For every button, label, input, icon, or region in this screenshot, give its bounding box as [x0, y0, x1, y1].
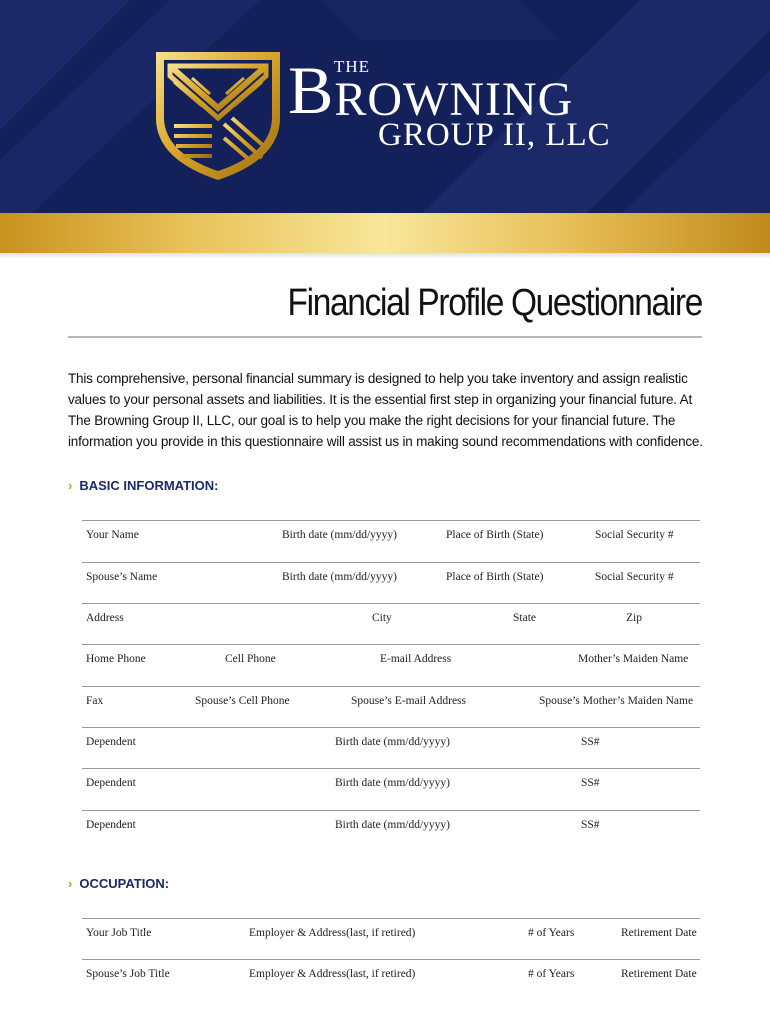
intro-paragraph	[68, 368, 708, 452]
field-label: Your Job Title	[86, 927, 152, 939]
field-label: Birth date (mm/dd/yyyy)	[335, 819, 450, 831]
field-label: Dependent	[86, 819, 136, 831]
form-row-your-name[interactable]	[82, 520, 700, 560]
field-label: Birth date (mm/dd/yyyy)	[335, 736, 450, 748]
field-label: # of Years	[528, 927, 575, 939]
form-row-dependent[interactable]	[82, 727, 700, 767]
form-row-address[interactable]	[82, 603, 700, 643]
chevron-right-icon: ›	[68, 876, 73, 891]
field-label: Dependent	[86, 736, 136, 748]
brand-name: BROWNING	[288, 52, 574, 128]
form-row-home-phone[interactable]	[82, 644, 700, 684]
field-label: Dependent	[86, 777, 136, 789]
field-label: SS#	[581, 819, 600, 831]
field-label: Spouse’s Job Title	[86, 968, 170, 980]
field-label: Place of Birth (State)	[446, 571, 544, 583]
form-row-dependent[interactable]	[82, 810, 700, 850]
shield-crest-icon	[152, 48, 284, 182]
page-title: Financial Profile Questionnaire	[287, 282, 702, 324]
intro-line: values to your personal assets and liabilities. It is the essential first step in organizing your financial future. At	[68, 392, 692, 407]
field-label: E-mail Address	[380, 653, 452, 665]
field-label: Employer & Address(last, if retired)	[249, 927, 416, 939]
form-row-spouse-job-title[interactable]	[82, 959, 700, 999]
field-label: State	[513, 612, 536, 624]
field-label: Zip	[626, 612, 642, 624]
field-label: Your Name	[86, 529, 139, 541]
field-label: Retirement Date	[621, 927, 697, 939]
intro-line: information you provide in this questionnaire will assist us in making sound recommendations with confidence.	[68, 434, 703, 449]
brand-subtitle: GROUP II, LLC	[378, 117, 611, 153]
form-row-dependent[interactable]	[82, 768, 700, 808]
field-label: Address	[86, 612, 124, 624]
field-label: Fax	[86, 695, 104, 707]
field-label: Spouse’s Name	[86, 571, 158, 583]
field-label: Retirement Date	[621, 968, 697, 980]
field-label: Cell Phone	[225, 653, 276, 665]
band-shadow	[0, 253, 770, 259]
field-label: Spouse’s Mother’s Maiden Name	[539, 695, 694, 707]
field-label: Spouse’s Cell Phone	[195, 695, 290, 707]
field-label: SS#	[581, 736, 600, 748]
field-label: SS#	[581, 777, 600, 789]
field-label: Place of Birth (State)	[446, 529, 544, 541]
form-row-spouse-name[interactable]	[82, 562, 700, 602]
field-label: City	[372, 612, 392, 624]
section-basic-information: › BASIC INFORMATION:	[68, 478, 219, 493]
brand-the: THE	[334, 57, 371, 76]
field-label: Home Phone	[86, 653, 146, 665]
chevron-right-icon: ›	[68, 478, 73, 493]
field-label: Social Security #	[595, 529, 674, 541]
form-row-fax[interactable]	[82, 686, 700, 726]
field-label: Birth date (mm/dd/yyyy)	[282, 571, 397, 583]
field-label: Birth date (mm/dd/yyyy)	[282, 529, 397, 541]
field-label: Birth date (mm/dd/yyyy)	[335, 777, 450, 789]
field-label: Mother’s Maiden Name	[578, 653, 689, 665]
form-row-your-job-title[interactable]	[82, 918, 700, 958]
title-divider	[68, 336, 702, 338]
section-occupation: › OCCUPATION:	[68, 876, 170, 891]
field-label: # of Years	[528, 968, 575, 980]
intro-line: This comprehensive, personal financial summary is designed to help you take inventory and assign realistic	[68, 371, 688, 386]
field-label: Spouse’s E-mail Address	[351, 695, 466, 707]
intro-line: The Browning Group II, LLC, our goal is to help you make the right decisions for your financial future. The	[68, 413, 676, 428]
header-banner	[0, 0, 770, 215]
field-label: Employer & Address(last, if retired)	[249, 968, 416, 980]
field-label: Social Security #	[595, 571, 674, 583]
gold-band	[0, 213, 770, 253]
